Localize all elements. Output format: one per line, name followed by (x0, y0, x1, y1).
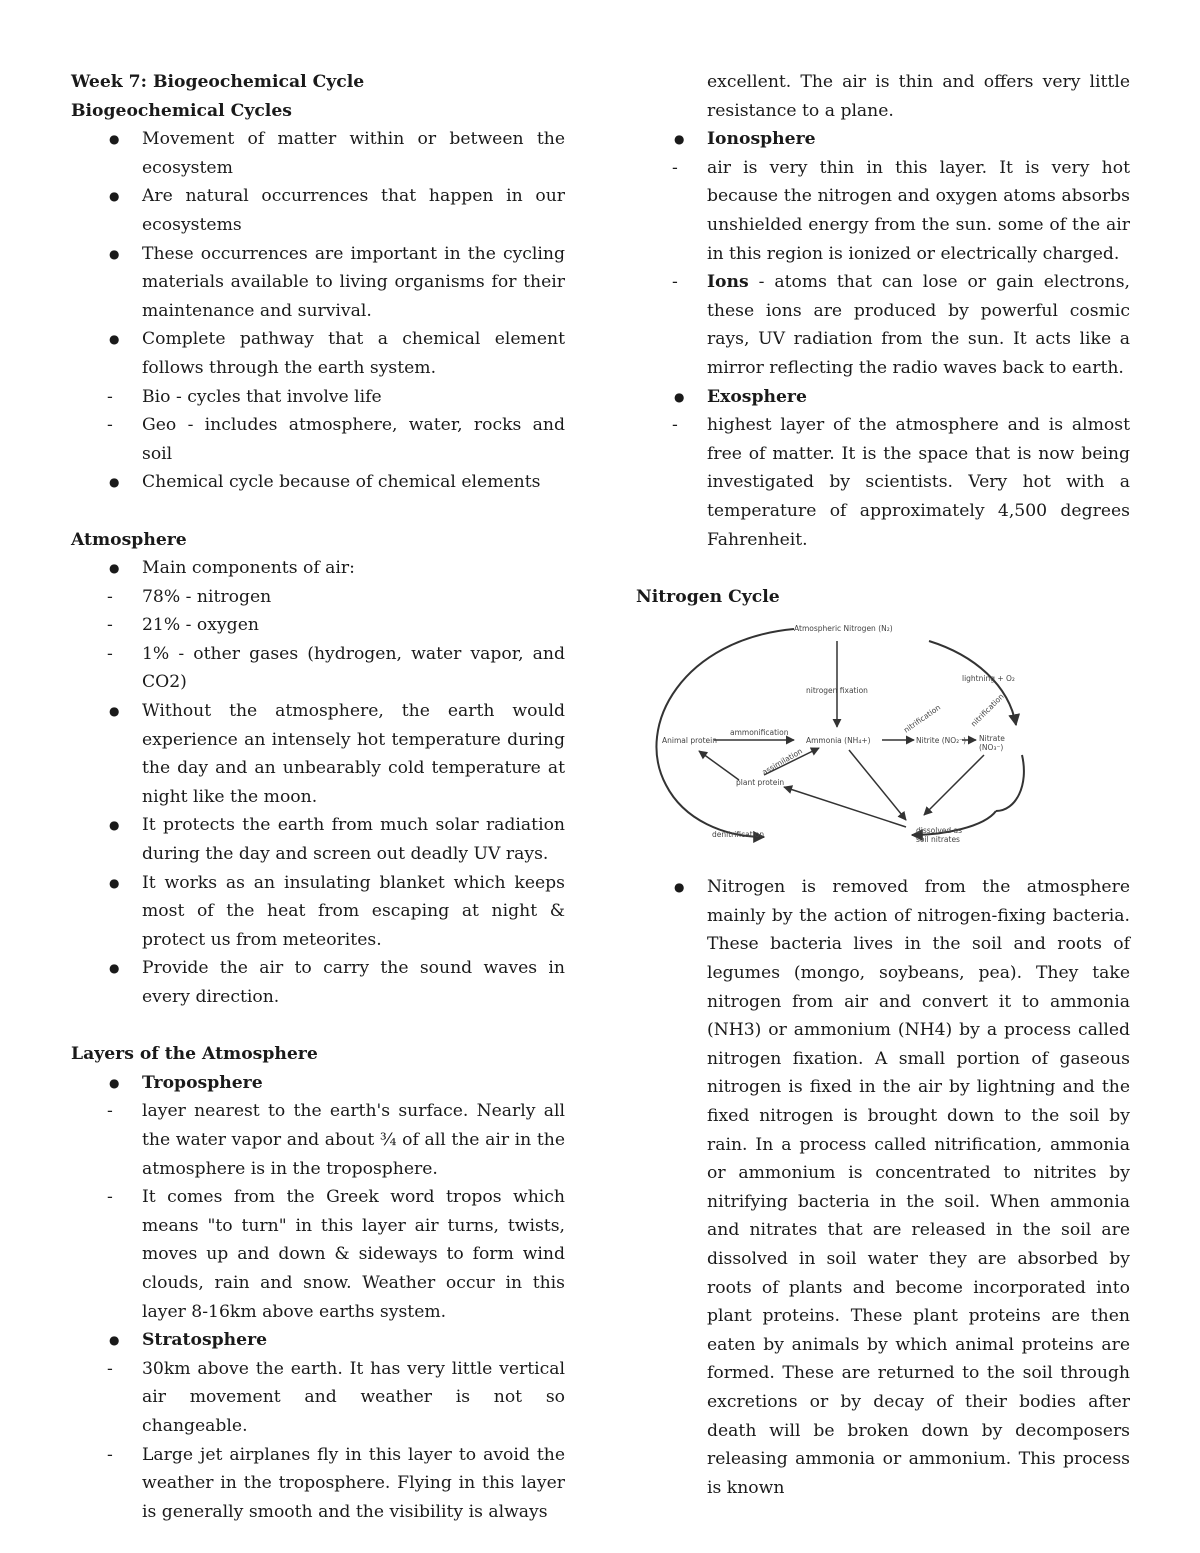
list-item: ● Main components of air: (71, 554, 565, 583)
list-item: ● Movement of matter within or between the ecosystem (71, 125, 565, 182)
label-nitrate-formula: (NO₃⁻) (979, 743, 1004, 753)
label-nitrification-2: nitrification (969, 692, 1006, 729)
label-dissolved-2: soil nitrates (916, 835, 960, 845)
left-column (71, 68, 565, 1526)
cycle-arc-top-right (929, 641, 1016, 725)
label-animal-protein: Animal protein (662, 736, 717, 746)
label-atmospheric-nitrogen: Atmospheric Nitrogen (N₂) (794, 624, 893, 634)
list-item: ● Without the atmosphere, the earth would experience an intensely hot temperature during the day and an unbearably cold temperature at night like the moon. (71, 697, 565, 811)
label-nitrate: Nitrate (979, 734, 1005, 744)
layers-list (71, 1069, 565, 1527)
nitrogen-list (636, 873, 1130, 1502)
label-ammonia: Ammonia (NH₄+) (806, 736, 871, 746)
list-item: - Bio - cycles that involve life (71, 383, 565, 412)
arrow-ammonia-to-soil (849, 750, 906, 820)
label-assimilation: assimilation (760, 746, 804, 778)
list-item: ● Provide the air to carry the sound waves in every direction. (71, 954, 565, 1011)
arrow-plant-to-animal (699, 751, 739, 780)
list-item: - Geo - includes atmosphere, water, rocks and soil (71, 411, 565, 468)
list-item: - 30km above the earth. It has very little vertical air movement and weather is not so changeable. (71, 1355, 565, 1441)
list-item: ● It works as an insulating blanket which keeps most of the heat from escaping at night & protect us from meteorites. (71, 869, 565, 955)
list-item: ● Chemical cycle because of chemical elements (71, 468, 565, 497)
cycle-arc-right-down (996, 755, 1024, 811)
label-denitrification: denitrification (712, 830, 765, 840)
section-heading-layers: Layers of the Atmosphere (71, 1044, 318, 1065)
arrow-nitrate-to-soil (924, 755, 984, 815)
label-plant-protein: plant protein (736, 778, 785, 788)
layer-label-stratosphere: ● Stratosphere (71, 1326, 565, 1355)
label-lightning: lightning + O₂ (962, 674, 1015, 684)
list-item: - 21% - oxygen (71, 611, 565, 640)
layer-label-exosphere: ● Exosphere (636, 383, 1130, 412)
ions-term: Ions (707, 272, 749, 293)
spacer (636, 554, 1130, 583)
list-item: ● Complete pathway that a chemical element follows through the earth system. (71, 325, 565, 382)
label-nitrogen-fixation: nitrogen fixation (806, 686, 868, 696)
section-heading-biogeochemical: Biogeochemical Cycles (71, 100, 292, 121)
list-item: - It comes from the Greek word tropos which means "to turn" in this layer air turns, twists, moves up and down & sideways to form wind clouds, rain and snow. Weather occur in this layer 8-16km above earths system. (71, 1183, 565, 1326)
list-item: - 78% - nitrogen (71, 583, 565, 612)
label-ammonification: ammonification (730, 728, 789, 738)
list-item-ions (636, 268, 1130, 382)
layers-list-continued (636, 68, 1130, 554)
label-nitrification-1: nitrification (901, 703, 943, 735)
arrow-soil-to-plant (784, 787, 906, 827)
list-item: - 1% - other gases (hydrogen, water vapor, and CO2) (71, 640, 565, 697)
layer-label-ionosphere: ● Ionosphere (636, 125, 1130, 154)
list-item: - air is very thin in this layer. It is very hot because the nitrogen and oxygen atoms absorbs unshielded energy from the sun. some of the air in this region is ionized or electrically charged. (636, 154, 1130, 268)
section-heading-nitrogen: Nitrogen Cycle (636, 586, 780, 607)
label-dissolved-1: dissolved as (916, 826, 963, 836)
list-item-continued: excellent. The air is thin and offers very little resistance to a plane. (707, 72, 1130, 121)
label-nitrite: Nitrite (NO₂⁻) (916, 736, 967, 746)
layer-label-troposphere: ● Troposphere (71, 1069, 565, 1098)
list-item: ● These occurrences are important in the cycling materials available to living organisms for their maintenance and survival. (71, 240, 565, 326)
atmosphere-list (71, 554, 565, 1012)
list-item: ● Nitrogen is removed from the atmosphere mainly by the action of nitrogen-fixing bacteria. These bacteria lives in the soil and roots of legumes (mongo, soybeans, pea). They take nitrogen from air and convert it to ammonia (NH3) or ammonium (NH4) by a process called nitrogen fixation. A small portion of gaseous nitrogen is fixed in the air by lightning and the fixed nitrogen is brought down to the soil by rain. In a process called nitrification, ammonia or ammonium is concentrated to nitrites by nitrifying bacteria in the soil. When ammonia and nitrates that are released in the soil are dissolved in soil water they are absorbed by roots of plants and become incorporated into plant proteins. These plant proteins are then eaten by animals by which animal proteins are formed. These are returned to the soil through excretions or by decay of their bodies after death will be broken down by decomposers releasing ammonia or ammonium. This process is known (636, 873, 1130, 1502)
list-item: - highest layer of the atmosphere and is almost free of matter. It is the space that is now being investigated by scientists. Very hot with a temperature of approximately 4,500 degrees Fahrenheit. (636, 411, 1130, 554)
section-heading-atmosphere: Atmosphere (71, 529, 187, 550)
spacer (71, 497, 565, 526)
right-column (636, 68, 1130, 1502)
list-item: - layer nearest to the earth's surface. Nearly all the water vapor and about ¾ of all the air in the atmosphere is in the troposphere. (71, 1097, 565, 1183)
ions-definition: - atoms that can lose or gain electrons, these ions are produced by powerful cosmic rays, UV radiation from the sun. It acts like a mirror reflecting the radio waves back to earth. (707, 272, 1130, 378)
document-title: Week 7: Biogeochemical Cycle (71, 72, 365, 92)
list-item: ● Are natural occurrences that happen in our ecosystems (71, 182, 565, 239)
list-item: ● It protects the earth from much solar radiation during the day and screen out deadly UV rays. (71, 811, 565, 868)
nitrogen-cycle-diagram (644, 615, 1032, 865)
list-item: - Large jet airplanes fly in this layer to avoid the weather in the troposphere. Flying in this layer is generally smooth and the visibility is always (71, 1441, 565, 1527)
spacer (71, 1012, 565, 1041)
biogeochemical-list (71, 125, 565, 497)
